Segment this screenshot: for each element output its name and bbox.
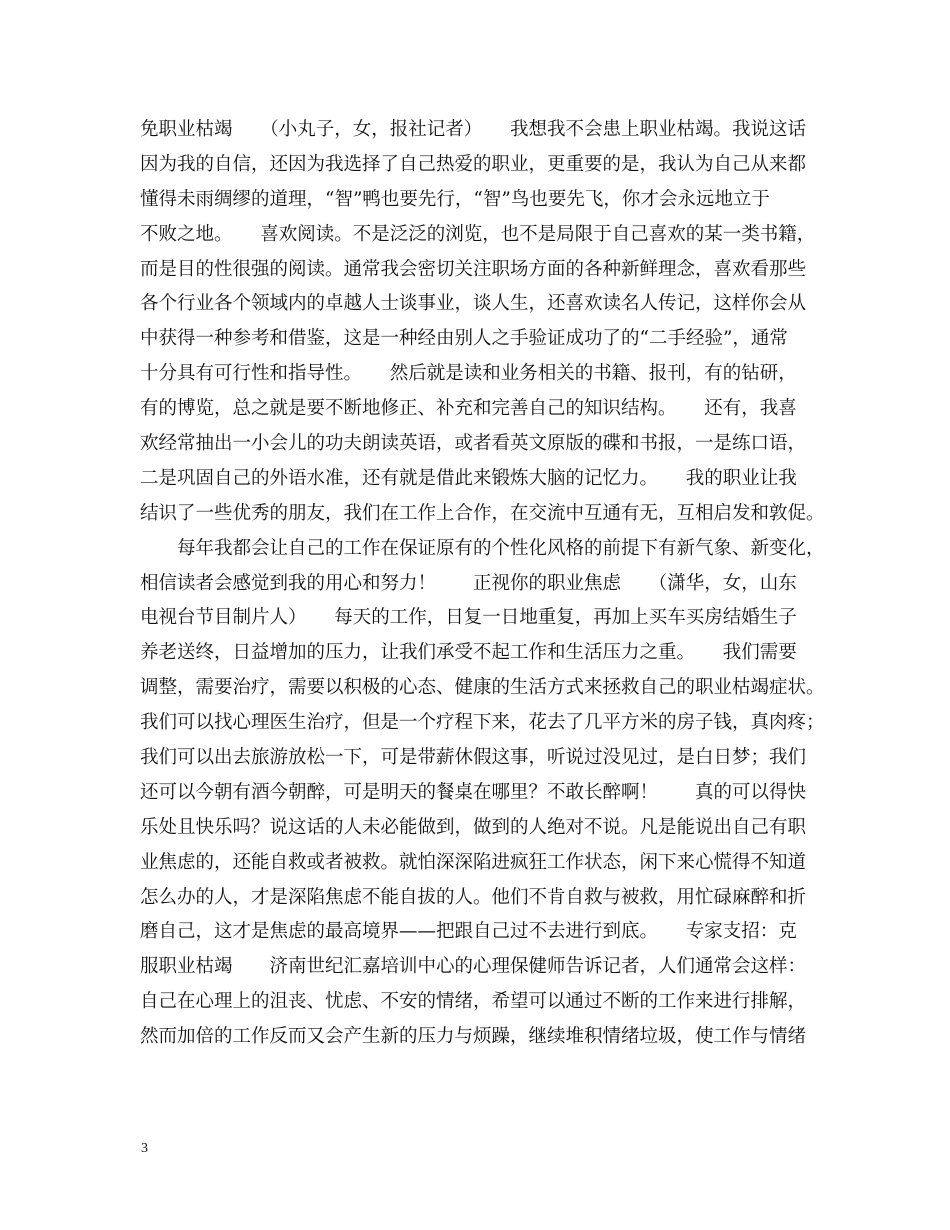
page-number: 3 — [141, 1141, 148, 1156]
text-line: 相信读者会感觉到我的用心和努力！ 正视你的职业焦虑 （潇华，女，山东 — [140, 572, 797, 594]
text-line: 磨自己，这才是焦虑的最高境界——把跟自己过不去进行到底。 专家支招：克 — [140, 921, 797, 943]
text-line: 还可以今朝有酒今朝醉，可是明天的餐桌在哪里？不敢长醉啊！ 真的可以得快 — [140, 781, 807, 803]
text-line: 然而加倍的工作反而又会产生新的压力与烦躁，继续堆积情绪垃圾，使工作与情绪 — [140, 1026, 807, 1048]
text-line: 而是目的性很强的阅读。通常我会密切关注职场方面的各种新鲜理念，喜欢看那些 — [140, 258, 807, 280]
text-line: 不败之地。 喜欢阅读。不是泛泛的浏览，也不是局限于自己喜欢的某一类书籍， — [140, 223, 816, 245]
text-line: 免职业枯竭 （小丸子，女，报社记者） 我想我不会患上职业枯竭。我说这话 — [140, 119, 807, 140]
text-line: 每年我都会让自己的工作在保证原有的个性化风格的前提下有新气象、新变化， — [140, 537, 825, 559]
text-line: 结识了一些优秀的朋友，我们在工作上合作，在交流中互通有无，互相启发和敦促。 — [140, 502, 825, 524]
text-line: 有的博览，总之就是要不断地修正、补充和完善自己的知识结构。 还有，我喜 — [140, 398, 797, 420]
text-line: 业焦虑的，还能自救或者被救。就怕深深陷进疯狂工作状态，闲下来心慌得不知道 — [140, 851, 807, 873]
text-line: 我们可以出去旅游放松一下，可是带薪休假这事，听说过没见过，是白日梦；我们 — [140, 747, 807, 769]
text-line: 欢经常抽出一小会儿的功夫朗读英语，或者看英文原版的碟和书报，一是练口语， — [140, 433, 807, 455]
text-line: 我们可以找心理医生治疗，但是一个疗程下来，花去了几平方米的房子钱，真肉疼； — [140, 712, 825, 734]
text-line: 电视台节目制片人） 每天的工作，日复一日地重复，再加上买车买房结婚生子 — [140, 607, 797, 629]
text-line: 乐处且快乐吗？说这话的人未必能做到，做到的人绝对不说。凡是能说出自己有职 — [140, 816, 807, 838]
text-line: 因为我的自信，还因为我选择了自己热爱的职业，更重要的是，我认为自己从来都 — [140, 153, 807, 175]
text-line: 服职业枯竭 济南世纪汇嘉培训中心的心理保健师告诉记者，人们通常会这样： — [140, 956, 807, 978]
text-line: 各个行业各个领域内的卓越人士谈事业，谈人生，还喜欢读名人传记，这样你会从 — [140, 293, 807, 315]
text-line: 自己在心理上的沮丧、忧虑、不安的情绪，希望可以通过不断的工作来进行排解， — [140, 991, 807, 1013]
text-line: 怎么办的人，才是深陷焦虑不能自拔的人。他们不肯自救与被救，用忙碌麻醉和折 — [140, 886, 807, 908]
text-line: 中获得一种参考和借鉴，这是一种经由别人之手验证成功了的“二手经验”，通常 — [140, 328, 788, 350]
text-line: 十分具有可行性和指导性。 然后就是读和业务相关的书籍、报刊，有的钻研， — [140, 363, 797, 385]
body-text — [140, 118, 840, 1060]
text-line: 二是巩固自己的外语水准，还有就是借此来锻炼大脑的记忆力。 我的职业让我 — [140, 467, 797, 489]
text-line: 调整，需要治疗，需要以积极的心态、健康的生活方式来拯救自己的职业枯竭症状。 — [140, 677, 825, 699]
text-line: 养老送终，日益增加的压力，让我们承受不起工作和生活压力之重。 我们需要 — [140, 642, 797, 664]
text-line: 懂得未雨绸缪的道理，“智”鸭也要先行，“智”鸟也要先飞，你才会永远地立于 — [140, 188, 770, 210]
